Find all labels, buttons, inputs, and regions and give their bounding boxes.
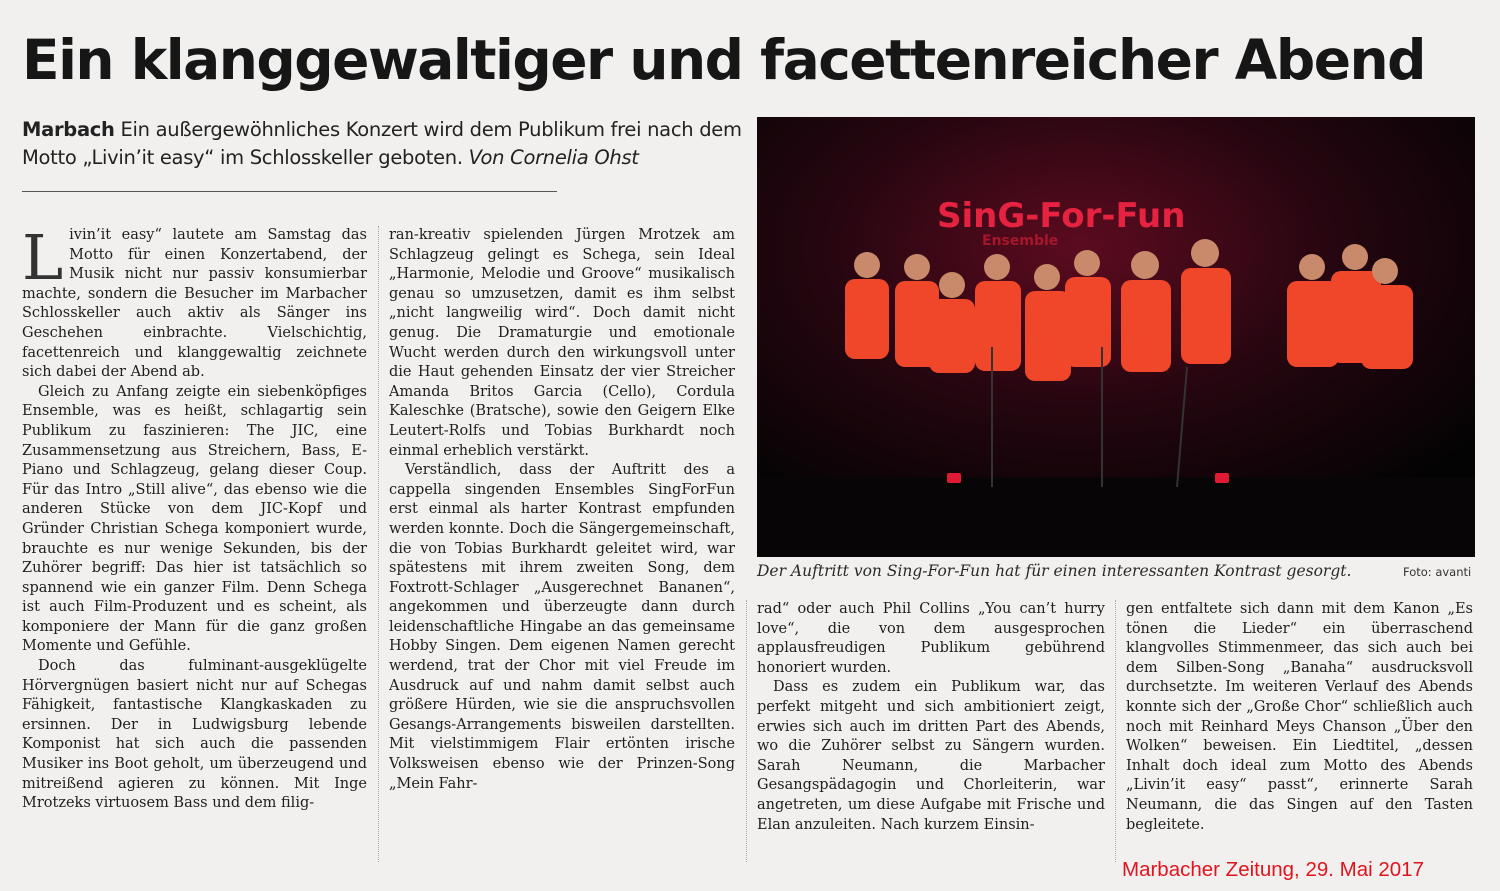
column-separator xyxy=(1115,600,1116,862)
photo-credit: Foto: avanti xyxy=(1403,565,1472,579)
teaser-text: Ein außergewöhnliches Konzert wird dem Publikum frei nach dem Motto „Livin’it easy“ im Schlosskeller geboten. xyxy=(22,118,742,169)
banner-title: SinG-For-Fun xyxy=(937,196,1186,236)
article-column-2 xyxy=(389,226,735,862)
column-separator xyxy=(378,226,379,862)
choir-photo-illustration xyxy=(757,117,1475,557)
banner-subtitle: Ensemble xyxy=(982,233,1059,249)
article-column-4 xyxy=(1126,600,1473,862)
paragraph: Verständlich, dass der Auftritt des a cappella singenden Ensembles SingForFun erst einmal als harter Kontrast empfunden werden konnte. Doch die Sängergemeinschaft, die von Tobias Burkhardt geleitet wird, war spätestens mit ihrem zweiten Song, dem Foxtrott-Schlager „Ausgerechnet Bananen“, angekommen und überzeugte dann durch leidenschaftliche Hingabe an das gemeinsame Hobby Singen. Dem eigenen Namen gerecht werdend, trat der Chor mit viel Freude im Ausdruck auf und nahm damit selbst auch größere Hürden, wie sie die anspruchsvollen Gesangs-Arrangements bisweilen darstellten. Mit vielstimmigem Flair ertönten irische Volksweisen ebenso wie der Prinzen-Song „Mein Fahr- xyxy=(389,462,735,792)
article-headline: Ein klanggewaltiger und facettenreicher Abend xyxy=(22,28,1426,92)
photo-caption: Der Auftritt von Sing-For-Fun hat für einen interessanten Kontrast gesorgt. xyxy=(757,562,1352,580)
author-byline: Von Cornelia Ohst xyxy=(468,146,639,169)
paragraph: Gleich zu Anfang zeigte ein siebenköpfiges Ensemble, was es heißt, schlagartig sein Publikum zu faszinieren: The JIC, eine Zusammensetzung aus Streichern, Bass, E-Piano und Schlagzeug, gelang dieser Coup. Für das Intro „Still alive“, das ebenso wie die anderen Stücke von dem JIC-Kopf und Gründer Christian Schega komponiert wurde, brauchte es nur wenige Sekunden, bis der Zuhörer begriff: Das hier ist tatsächlich so spannend wie ein ganzer Film. Denn Schega ist auch Film-Produzent und es scheint, als komponiere der Mann für die ganz großen Momente und Gefühle. xyxy=(22,383,367,655)
column-separator xyxy=(746,600,747,862)
paragraph: gen entfaltete sich dann mit dem Kanon „Es tönen die Lieder“ ein überraschend klangvolles Stimmenmeer, das sich auch bei dem Silben-Song „Banaha“ ausdrucksvoll durchsetzte. Im weiteren Verlauf des Abends konnte sich der „Große Chor“ schließlich auch noch mit Reinhard Meys Chanson „Über den Wolken“ beweisen. Ein Liedtitel, „dessen Inhalt doch ideal zum Motto des Abends „Livin’it easy“ passt“, erinnerte Sarah Neumann, die das Singen auf den Tasten begleitete. xyxy=(1126,601,1473,833)
paragraph: rad“ oder auch Phil Collins „You can’t hurry love“, die von dem ausgesprochen applausfreudigen Publikum gebührend honoriert wurden. xyxy=(757,601,1105,676)
paragraph: ran-kreativ spielenden Jürgen Mrotzek am Schlagzeug gelingt es Schega, sein Ideal „Harmonie, Melodie und Groove“ musikalisch genau so umzusetzen, damit es ihm selbst „nicht langweilig wird“. Doch damit nicht genug. Die Dramaturgie und emotionale Wucht werden durch den wirkungsvoll unter die Haut gehenden Einsatz der vier Streicher Amanda Britos Garcia (Cello), Cordula Kaleschke (Bratsche), sowie den Geigern Elke Leutert-Rolfs und Tobias Burkhardt noch einmal erheblich verstärkt. xyxy=(389,227,735,459)
source-note: Marbacher Zeitung, 29. Mai 2017 xyxy=(1122,858,1424,881)
paragraph: Doch das fulminant-ausgeklügelte Hörvergnügen basiert nicht nur auf Schegas Fähigkeit, fantastische Klangkaskaden zu ersinnen. Der in Ludwigsburg lebende Komponist hat sich auch die passenden Musiker ins Boot geholt, um überzeugend und mitreißend agieren zu können. Mit Inge Mrotzeks virtuosem Bass und dem filig- xyxy=(22,658,367,812)
article-teaser xyxy=(22,116,752,172)
paragraph: ivin’it easy“ lautete am Samstag das Motto für einen Konzertabend, der Musik nicht nur passiv konsumierbar machte, sondern die Besucher im Marbacher Schlosskeller auch aktiv als Sänger ins Geschehen einbrachte. Vielschichtig, facettenreich und klanggewaltig zeichnete sich dabei der Abend ab. xyxy=(22,227,367,381)
choir-photo xyxy=(757,117,1475,557)
article-column-3 xyxy=(757,600,1105,862)
teaser-divider xyxy=(22,191,557,192)
dateline-place: Marbach xyxy=(22,118,115,141)
drop-cap: L xyxy=(22,226,64,294)
paragraph: Dass es zudem ein Publikum war, das perfekt mitgeht und sich ambitioniert zeigt, erwies sich auch im dritten Part des Abends, wo die Zuhörer selbst zu Sängern wurden. Sarah Neumann, die Marbacher Gesangspädagogin und Chorleiterin, war angetreten, um diese Aufgabe mit Frische und Elan anzuleiten. Nach kurzem Einsin- xyxy=(757,679,1105,833)
article-column-1 xyxy=(22,226,367,862)
